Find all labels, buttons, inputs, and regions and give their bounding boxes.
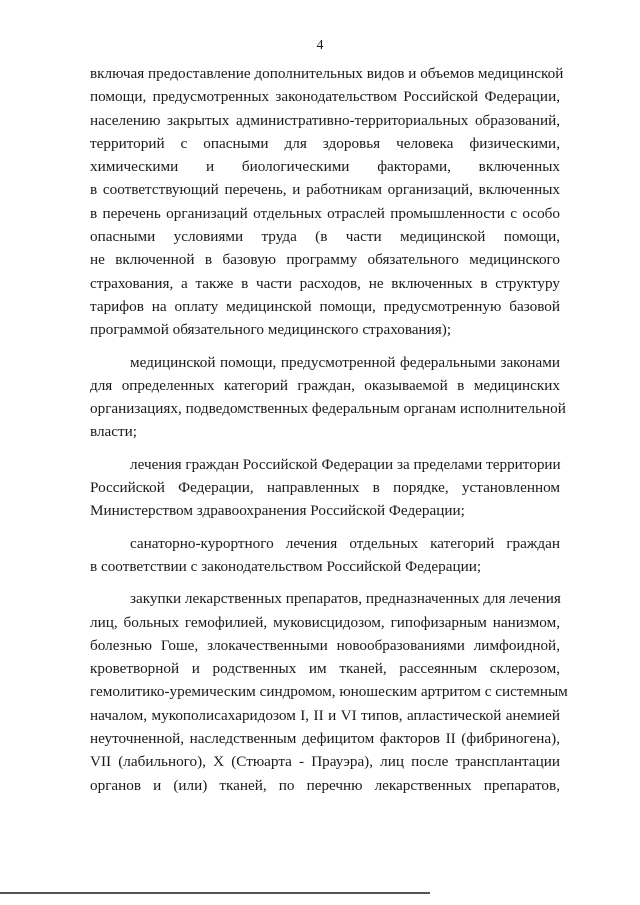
text-line: не включенной в базовую программу обязательного медицинского [90, 251, 560, 269]
text-line: медицинской помощи, предусмотренной федеральными законами [130, 353, 560, 371]
paragraph [90, 453, 560, 523]
text-line: кроветворной и родственных им тканей, рассеянным склерозом, [90, 660, 560, 678]
paragraph [90, 62, 564, 342]
page-number: 4 [316, 38, 324, 53]
text-line: страхования, а также в части расходов, не включенных в структуру [90, 274, 560, 292]
text-line: гемолитико-уремическим синдромом, юношеским артритом с системным [90, 683, 568, 701]
text-line: Российской Федерации, направленных в порядке, установленном [90, 479, 560, 497]
text-line: Министерством здравоохранения Российской Федерации; [90, 502, 465, 520]
document-body [90, 62, 568, 797]
text-line: для определенных категорий граждан, оказываемой в медицинских [90, 376, 560, 394]
text-line: в соответствующий перечень, и работникам организаций, включенных [90, 181, 560, 199]
text-line: в перечень организаций отдельных отраслей промышленности с особо [90, 204, 560, 222]
text-line: химическими и биологическими факторами, включенных [90, 158, 560, 176]
text-line: началом, мукополисахаридозом I, II и VI типов, апластической анемией [90, 706, 560, 724]
paragraph [90, 532, 560, 579]
text-line: неуточненной, наследственным дефицитом факторов II (фибриногена), [90, 730, 560, 748]
text-line: опасными условиями труда (в части медицинской помощи, [90, 228, 560, 246]
text-line: лиц, больных гемофилией, муковисцидозом, гипофизарным нанизмом, [90, 613, 560, 631]
text-line: тарифов на оплату медицинской помощи, предусмотренную базовой [90, 297, 560, 315]
text-line: в соответствии с законодательством Российской Федерации; [90, 557, 482, 575]
text-line: санаторно-курортного лечения отдельных категорий граждан [130, 534, 560, 552]
text-line: организациях, подведомственных федеральным органам исполнительной [90, 400, 566, 418]
text-line: VII (лабильного), X (Стюарта - Прауэра), лиц после трансплантации [90, 753, 560, 771]
text-line: включая предоставление дополнительных видов и объемов медицинской [90, 65, 564, 82]
text-line: программой обязательного медицинского страхования); [90, 321, 452, 339]
text-line: помощи, предусмотренных законодательством Российской Федерации, [90, 88, 560, 106]
text-line: закупки лекарственных препаратов, предназначенных для лечения [130, 590, 561, 608]
text-line: власти; [90, 423, 138, 441]
text-line: болезнью Гоше, злокачественными новообразованиями лимфоидной, [90, 636, 560, 654]
paragraph [90, 351, 566, 444]
paragraph [90, 587, 568, 797]
scan-edge-line [0, 892, 430, 894]
text-line: лечения граждан Российской Федерации за пределами территории [130, 455, 561, 473]
text-line: территорий с опасными для здоровья человека физическими, [90, 134, 560, 152]
text-line: населению закрытых административно-территориальных образований, [90, 111, 560, 129]
text-line: органов и (или) тканей, по перечню лекарственных препаратов, [90, 776, 560, 794]
